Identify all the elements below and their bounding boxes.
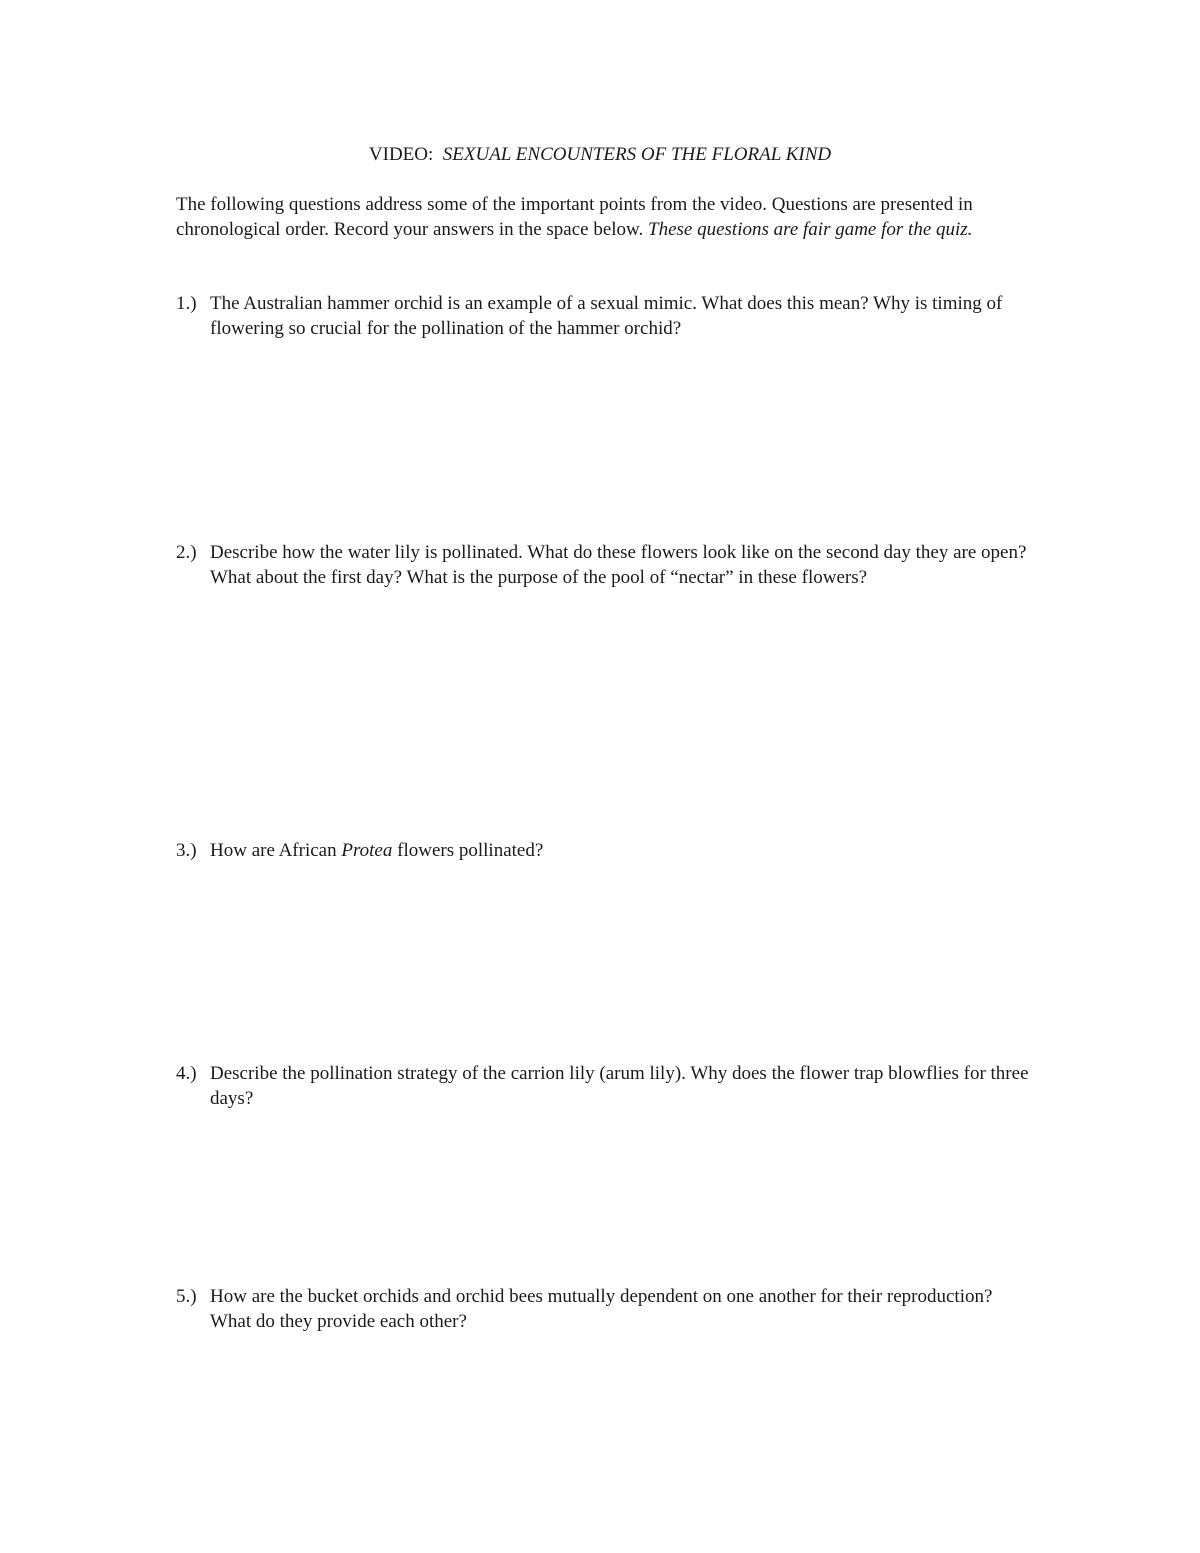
intro-text: The following questions address some of the important points from the video. Questions are presented in chronological order. Record your answers in the space below. — [176, 194, 973, 240]
question-2 — [176, 540, 1036, 590]
question-number: 4.) — [176, 1063, 197, 1084]
question-number: 3.) — [176, 840, 197, 861]
question-text-genus: Protea — [341, 840, 393, 861]
title-prefix: VIDEO: — [368, 144, 434, 165]
question-3 — [176, 838, 1036, 863]
intro-paragraph — [176, 192, 1026, 242]
question-5 — [176, 1284, 1036, 1334]
question-text: The Australian hammer orchid is an example of a sexual mimic. What does this mean? Why is timing of flowering so crucial for the pollination of the hammer orchid? — [210, 293, 1003, 339]
question-number: 5.) — [176, 1286, 197, 1307]
question-number: 1.) — [176, 293, 197, 314]
question-4 — [176, 1061, 1036, 1111]
question-number: 2.) — [176, 542, 197, 563]
question-text: Describe the pollination strategy of the carrion lily (arum lily). Why does the flower trap blowflies for three days? — [210, 1063, 1029, 1109]
intro-quiz-note: These questions are fair game for the quiz. — [648, 219, 973, 240]
question-text — [210, 838, 1036, 863]
page-title — [0, 142, 1200, 167]
question-1 — [176, 291, 1036, 341]
title-video-name: SEXUAL ENCOUNTERS OF THE FLORAL KIND — [442, 144, 832, 165]
question-text: Describe how the water lily is pollinated. What do these flowers look like on the second day they are open? What about the first day? What is the purpose of the pool of “nectar” in these flowers? — [210, 542, 1027, 588]
question-text-before: How are African — [210, 840, 342, 861]
question-text-after: flowers pollinated? — [392, 840, 544, 861]
question-text: How are the bucket orchids and orchid bees mutually dependent on one another for their reproduction? What do they provide each other? — [210, 1286, 993, 1332]
